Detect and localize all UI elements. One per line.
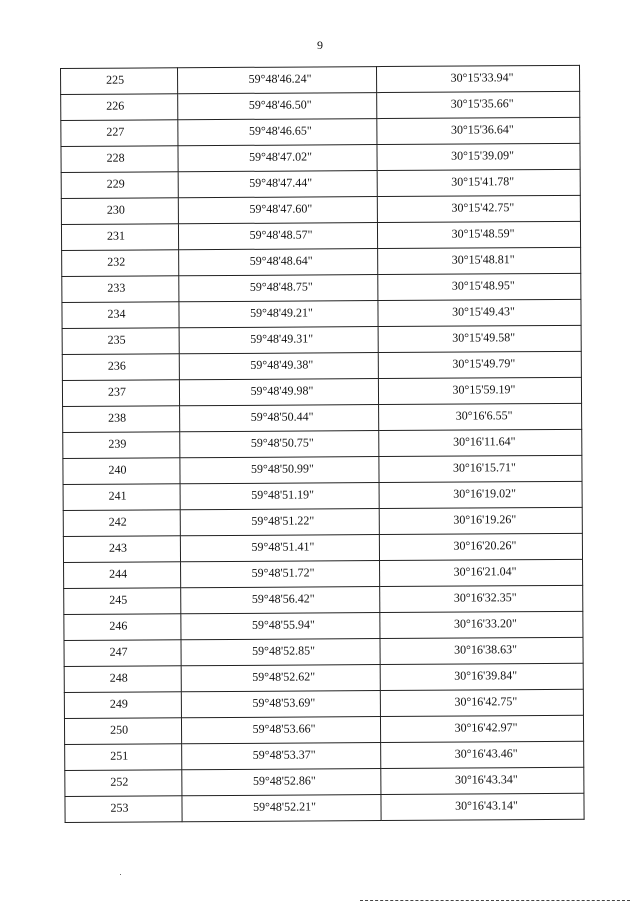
point-number-cell bbox=[61, 224, 178, 251]
point-number-cell-text: 231 bbox=[106, 228, 126, 243]
point-number-cell-text: 237 bbox=[107, 384, 127, 399]
longitude-cell-text: 30°15'36.64" bbox=[450, 122, 514, 137]
point-number-cell bbox=[64, 718, 181, 745]
longitude-cell bbox=[379, 403, 582, 430]
latitude-cell-text: 59°48'51.22" bbox=[251, 513, 315, 528]
latitude-cell-text: 59°48'50.44" bbox=[250, 409, 314, 424]
latitude-cell-text: 59°48'48.57" bbox=[249, 227, 313, 242]
latitude-cell bbox=[178, 197, 377, 224]
latitude-cell-text: 59°48'46.65" bbox=[248, 123, 312, 138]
table-row bbox=[62, 273, 581, 302]
longitude-cell-text: 30°16'19.02" bbox=[453, 486, 517, 501]
longitude-cell-text: 30°16'43.46" bbox=[454, 746, 518, 761]
table-row bbox=[65, 793, 584, 822]
point-number-cell bbox=[64, 666, 181, 693]
point-number-cell-text: 243 bbox=[108, 540, 127, 555]
point-number-cell-text: 242 bbox=[108, 514, 127, 529]
point-number-cell-text: 233 bbox=[107, 280, 126, 295]
bottom-rule bbox=[360, 900, 630, 901]
point-number-cell-text: 241 bbox=[108, 488, 127, 503]
longitude-cell bbox=[381, 741, 584, 768]
point-number-cell bbox=[61, 198, 178, 225]
latitude-cell-text: 59°48'48.64" bbox=[249, 253, 313, 268]
longitude-cell bbox=[378, 351, 581, 378]
point-number-cell bbox=[63, 510, 180, 537]
longitude-cell bbox=[381, 767, 584, 794]
table-row bbox=[62, 351, 581, 380]
longitude-cell bbox=[377, 169, 580, 196]
point-number-cell bbox=[64, 562, 181, 589]
latitude-cell-text: 59°48'52.62" bbox=[252, 669, 316, 684]
point-number-cell bbox=[61, 120, 178, 147]
point-number-cell-text: 229 bbox=[106, 176, 125, 191]
table-row bbox=[62, 299, 581, 328]
point-number-cell-text: 228 bbox=[106, 150, 125, 165]
longitude-cell bbox=[378, 273, 581, 300]
longitude-cell-text: 30°16'38.63" bbox=[454, 642, 518, 657]
latitude-cell-text: 59°48'48.75" bbox=[249, 279, 313, 294]
point-number-cell bbox=[62, 328, 179, 355]
longitude-cell-text: 30°15'48.59" bbox=[451, 226, 515, 241]
point-number-cell-text: 236 bbox=[107, 358, 126, 373]
latitude-cell bbox=[181, 561, 380, 588]
longitude-cell-text: 30°16'6.55" bbox=[455, 408, 513, 423]
point-number-cell bbox=[62, 250, 179, 277]
table-row bbox=[61, 221, 580, 250]
longitude-cell-text: 30°15'59.19" bbox=[452, 382, 516, 397]
longitude-cell bbox=[379, 533, 582, 560]
longitude-cell-text: 30°16'33.20" bbox=[453, 616, 517, 631]
point-number-cell bbox=[64, 640, 181, 667]
latitude-cell-text: 59°48'52.21" bbox=[253, 799, 316, 814]
point-number-cell bbox=[64, 588, 181, 615]
latitude-cell-text: 59°48'52.85" bbox=[252, 643, 316, 658]
coordinates-table-body bbox=[61, 65, 585, 822]
longitude-cell bbox=[379, 481, 582, 508]
longitude-cell-text: 30°16'11.64" bbox=[453, 434, 516, 449]
table-row bbox=[61, 65, 580, 94]
latitude-cell bbox=[180, 431, 379, 458]
latitude-cell bbox=[180, 405, 379, 432]
latitude-cell-text: 59°48'49.21" bbox=[250, 305, 313, 320]
table-row bbox=[64, 559, 583, 588]
point-number-cell-text: 251 bbox=[110, 748, 129, 763]
latitude-cell bbox=[182, 769, 381, 796]
longitude-cell bbox=[377, 91, 580, 118]
table-row bbox=[62, 247, 581, 276]
latitude-cell bbox=[179, 327, 378, 354]
table-row bbox=[64, 689, 583, 718]
latitude-cell-text: 59°48'52.86" bbox=[252, 773, 316, 788]
longitude-cell bbox=[380, 585, 583, 612]
latitude-cell-text: 59°48'47.02" bbox=[249, 149, 313, 164]
latitude-cell-text: 59°48'53.69" bbox=[252, 695, 316, 710]
longitude-cell bbox=[379, 507, 582, 534]
table-row bbox=[61, 143, 580, 172]
table-row bbox=[63, 507, 582, 536]
longitude-cell-text: 30°15'49.58" bbox=[452, 330, 516, 345]
longitude-cell-text: 30°16'42.75" bbox=[454, 694, 518, 709]
longitude-cell-text: 30°15'33.94" bbox=[450, 70, 514, 85]
latitude-cell bbox=[182, 795, 381, 822]
point-number-cell-text: 226 bbox=[106, 98, 125, 113]
longitude-cell bbox=[380, 715, 583, 742]
table-row bbox=[65, 741, 584, 770]
longitude-cell-text: 30°15'49.43" bbox=[452, 304, 515, 319]
point-number-cell-text: 245 bbox=[109, 592, 128, 607]
latitude-cell-text: 59°48'49.98" bbox=[250, 383, 314, 398]
point-number-cell-text: 238 bbox=[108, 410, 127, 425]
latitude-cell bbox=[179, 301, 378, 328]
table-row bbox=[64, 585, 583, 614]
latitude-cell-text: 59°48'46.50" bbox=[248, 97, 312, 112]
point-number-cell-text: 249 bbox=[109, 696, 128, 711]
page-number: 9 bbox=[317, 38, 323, 52]
table-row bbox=[63, 481, 582, 510]
point-number-cell bbox=[65, 770, 182, 797]
latitude-cell-text: 59°48'55.94" bbox=[251, 617, 315, 632]
table-row bbox=[63, 455, 582, 484]
longitude-cell-text: 30°16'20.26" bbox=[453, 538, 517, 553]
longitude-cell-text: 30°15'35.66" bbox=[450, 96, 514, 111]
table-row bbox=[61, 195, 580, 224]
table-row bbox=[63, 403, 582, 432]
point-number-cell-text: 227 bbox=[106, 124, 125, 139]
latitude-cell bbox=[182, 743, 381, 770]
latitude-cell-text: 59°48'53.37" bbox=[252, 747, 316, 762]
longitude-cell bbox=[381, 793, 584, 820]
table-row bbox=[61, 169, 580, 198]
longitude-cell bbox=[377, 195, 580, 222]
table-row bbox=[62, 377, 581, 406]
longitude-cell-text: 30°16'43.14" bbox=[455, 798, 518, 813]
longitude-cell-text: 30°16'39.84" bbox=[454, 668, 518, 683]
longitude-cell-text: 30°15'42.75" bbox=[451, 200, 515, 215]
longitude-cell bbox=[378, 299, 581, 326]
table-row bbox=[64, 715, 583, 744]
latitude-cell bbox=[178, 67, 377, 94]
latitude-cell-text: 59°48'49.38" bbox=[250, 357, 314, 372]
point-number-cell bbox=[65, 796, 182, 823]
latitude-cell bbox=[178, 223, 377, 250]
latitude-cell bbox=[181, 717, 380, 744]
point-number-cell-text: 247 bbox=[109, 644, 128, 659]
table-row bbox=[61, 91, 580, 120]
latitude-cell bbox=[181, 691, 380, 718]
point-number-cell-text: 248 bbox=[109, 670, 128, 685]
point-number-cell bbox=[62, 302, 179, 329]
latitude-cell bbox=[178, 171, 377, 198]
latitude-cell bbox=[179, 353, 378, 380]
table-row bbox=[64, 611, 583, 640]
point-number-cell bbox=[61, 68, 178, 95]
longitude-cell-text: 30°15'39.09" bbox=[451, 148, 515, 163]
latitude-cell-text: 59°48'49.31" bbox=[250, 331, 314, 346]
latitude-cell bbox=[180, 457, 379, 484]
latitude-cell bbox=[179, 249, 378, 276]
point-number-cell bbox=[63, 406, 180, 433]
point-number-cell bbox=[63, 458, 180, 485]
latitude-cell-text: 59°48'51.19" bbox=[251, 487, 315, 502]
point-number-cell-text: 234 bbox=[107, 306, 126, 321]
point-number-cell-text: 240 bbox=[108, 462, 127, 477]
coordinates-table bbox=[60, 65, 585, 823]
longitude-cell-text: 30°16'19.26" bbox=[453, 512, 517, 527]
longitude-cell-text: 30°16'21.04" bbox=[453, 564, 517, 579]
latitude-cell-text: 59°48'53.66" bbox=[252, 721, 316, 736]
latitude-cell bbox=[178, 93, 377, 120]
table-row bbox=[61, 117, 580, 146]
latitude-cell bbox=[180, 535, 379, 562]
point-number-cell-text: 246 bbox=[109, 618, 128, 633]
table-row bbox=[62, 325, 581, 354]
point-number-cell bbox=[63, 432, 180, 459]
scan-speck bbox=[120, 874, 121, 875]
latitude-cell-text: 59°48'47.44" bbox=[249, 175, 313, 190]
longitude-cell-text: 30°15'48.95" bbox=[451, 278, 515, 293]
longitude-cell bbox=[377, 143, 580, 170]
longitude-cell-text: 30°15'49.79" bbox=[452, 356, 516, 371]
latitude-cell bbox=[178, 119, 377, 146]
point-number-cell-text: 232 bbox=[107, 254, 126, 269]
point-number-cell bbox=[62, 354, 179, 381]
point-number-cell bbox=[63, 536, 180, 563]
latitude-cell-text: 59°48'56.42" bbox=[251, 591, 315, 606]
latitude-cell bbox=[181, 639, 380, 666]
point-number-cell bbox=[63, 484, 180, 511]
latitude-cell bbox=[179, 379, 378, 406]
latitude-cell bbox=[181, 665, 380, 692]
point-number-cell-text: 235 bbox=[107, 332, 126, 347]
latitude-cell bbox=[181, 587, 380, 614]
latitude-cell bbox=[180, 483, 379, 510]
table-row bbox=[65, 767, 584, 796]
longitude-cell-text: 30°16'43.34" bbox=[454, 772, 518, 787]
latitude-cell bbox=[178, 145, 377, 172]
longitude-cell bbox=[376, 65, 579, 92]
longitude-cell bbox=[380, 637, 583, 664]
longitude-cell bbox=[379, 429, 582, 456]
latitude-cell-text: 59°48'46.24" bbox=[248, 71, 312, 86]
point-number-cell bbox=[61, 172, 178, 199]
latitude-cell bbox=[180, 509, 379, 536]
longitude-cell-text: 30°16'42.97" bbox=[454, 720, 518, 735]
point-number-cell-text: 250 bbox=[110, 722, 129, 737]
latitude-cell-text: 59°48'47.60" bbox=[249, 201, 313, 216]
longitude-cell-text: 30°16'32.35" bbox=[453, 590, 517, 605]
table-row bbox=[63, 429, 582, 458]
longitude-cell-text: 30°15'41.78" bbox=[451, 174, 515, 189]
point-number-cell bbox=[65, 744, 182, 771]
longitude-cell bbox=[377, 221, 580, 248]
longitude-cell-text: 30°16'15.71" bbox=[452, 460, 516, 475]
longitude-cell bbox=[379, 455, 582, 482]
point-number-cell bbox=[61, 94, 178, 121]
table-row bbox=[64, 637, 583, 666]
point-number-cell-text: 252 bbox=[110, 774, 129, 789]
latitude-cell-text: 59°48'51.41" bbox=[251, 539, 315, 554]
latitude-cell-text: 59°48'51.72" bbox=[251, 565, 315, 580]
latitude-cell-text: 59°48'50.99" bbox=[250, 461, 314, 476]
longitude-cell bbox=[378, 247, 581, 274]
longitude-cell bbox=[378, 325, 581, 352]
point-number-cell-text: 230 bbox=[106, 202, 125, 217]
point-number-cell-text: 225 bbox=[106, 72, 125, 87]
table-row bbox=[64, 663, 583, 692]
latitude-cell bbox=[179, 275, 378, 302]
longitude-cell-text: 30°15'48.81" bbox=[451, 252, 515, 267]
latitude-cell bbox=[181, 613, 380, 640]
point-number-cell-text: 244 bbox=[109, 566, 128, 581]
point-number-cell-text: 253 bbox=[110, 800, 129, 815]
latitude-cell-text: 59°48'50.75" bbox=[250, 435, 314, 450]
longitude-cell bbox=[380, 689, 583, 716]
longitude-cell bbox=[380, 559, 583, 586]
longitude-cell bbox=[377, 117, 580, 144]
point-number-cell-text: 239 bbox=[108, 436, 127, 451]
point-number-cell bbox=[64, 614, 181, 641]
longitude-cell bbox=[378, 377, 581, 404]
point-number-cell bbox=[62, 276, 179, 303]
point-number-cell bbox=[62, 380, 179, 407]
longitude-cell bbox=[380, 663, 583, 690]
longitude-cell bbox=[380, 611, 583, 638]
point-number-cell bbox=[61, 146, 178, 173]
point-number-cell bbox=[64, 692, 181, 719]
table-row bbox=[63, 533, 582, 562]
